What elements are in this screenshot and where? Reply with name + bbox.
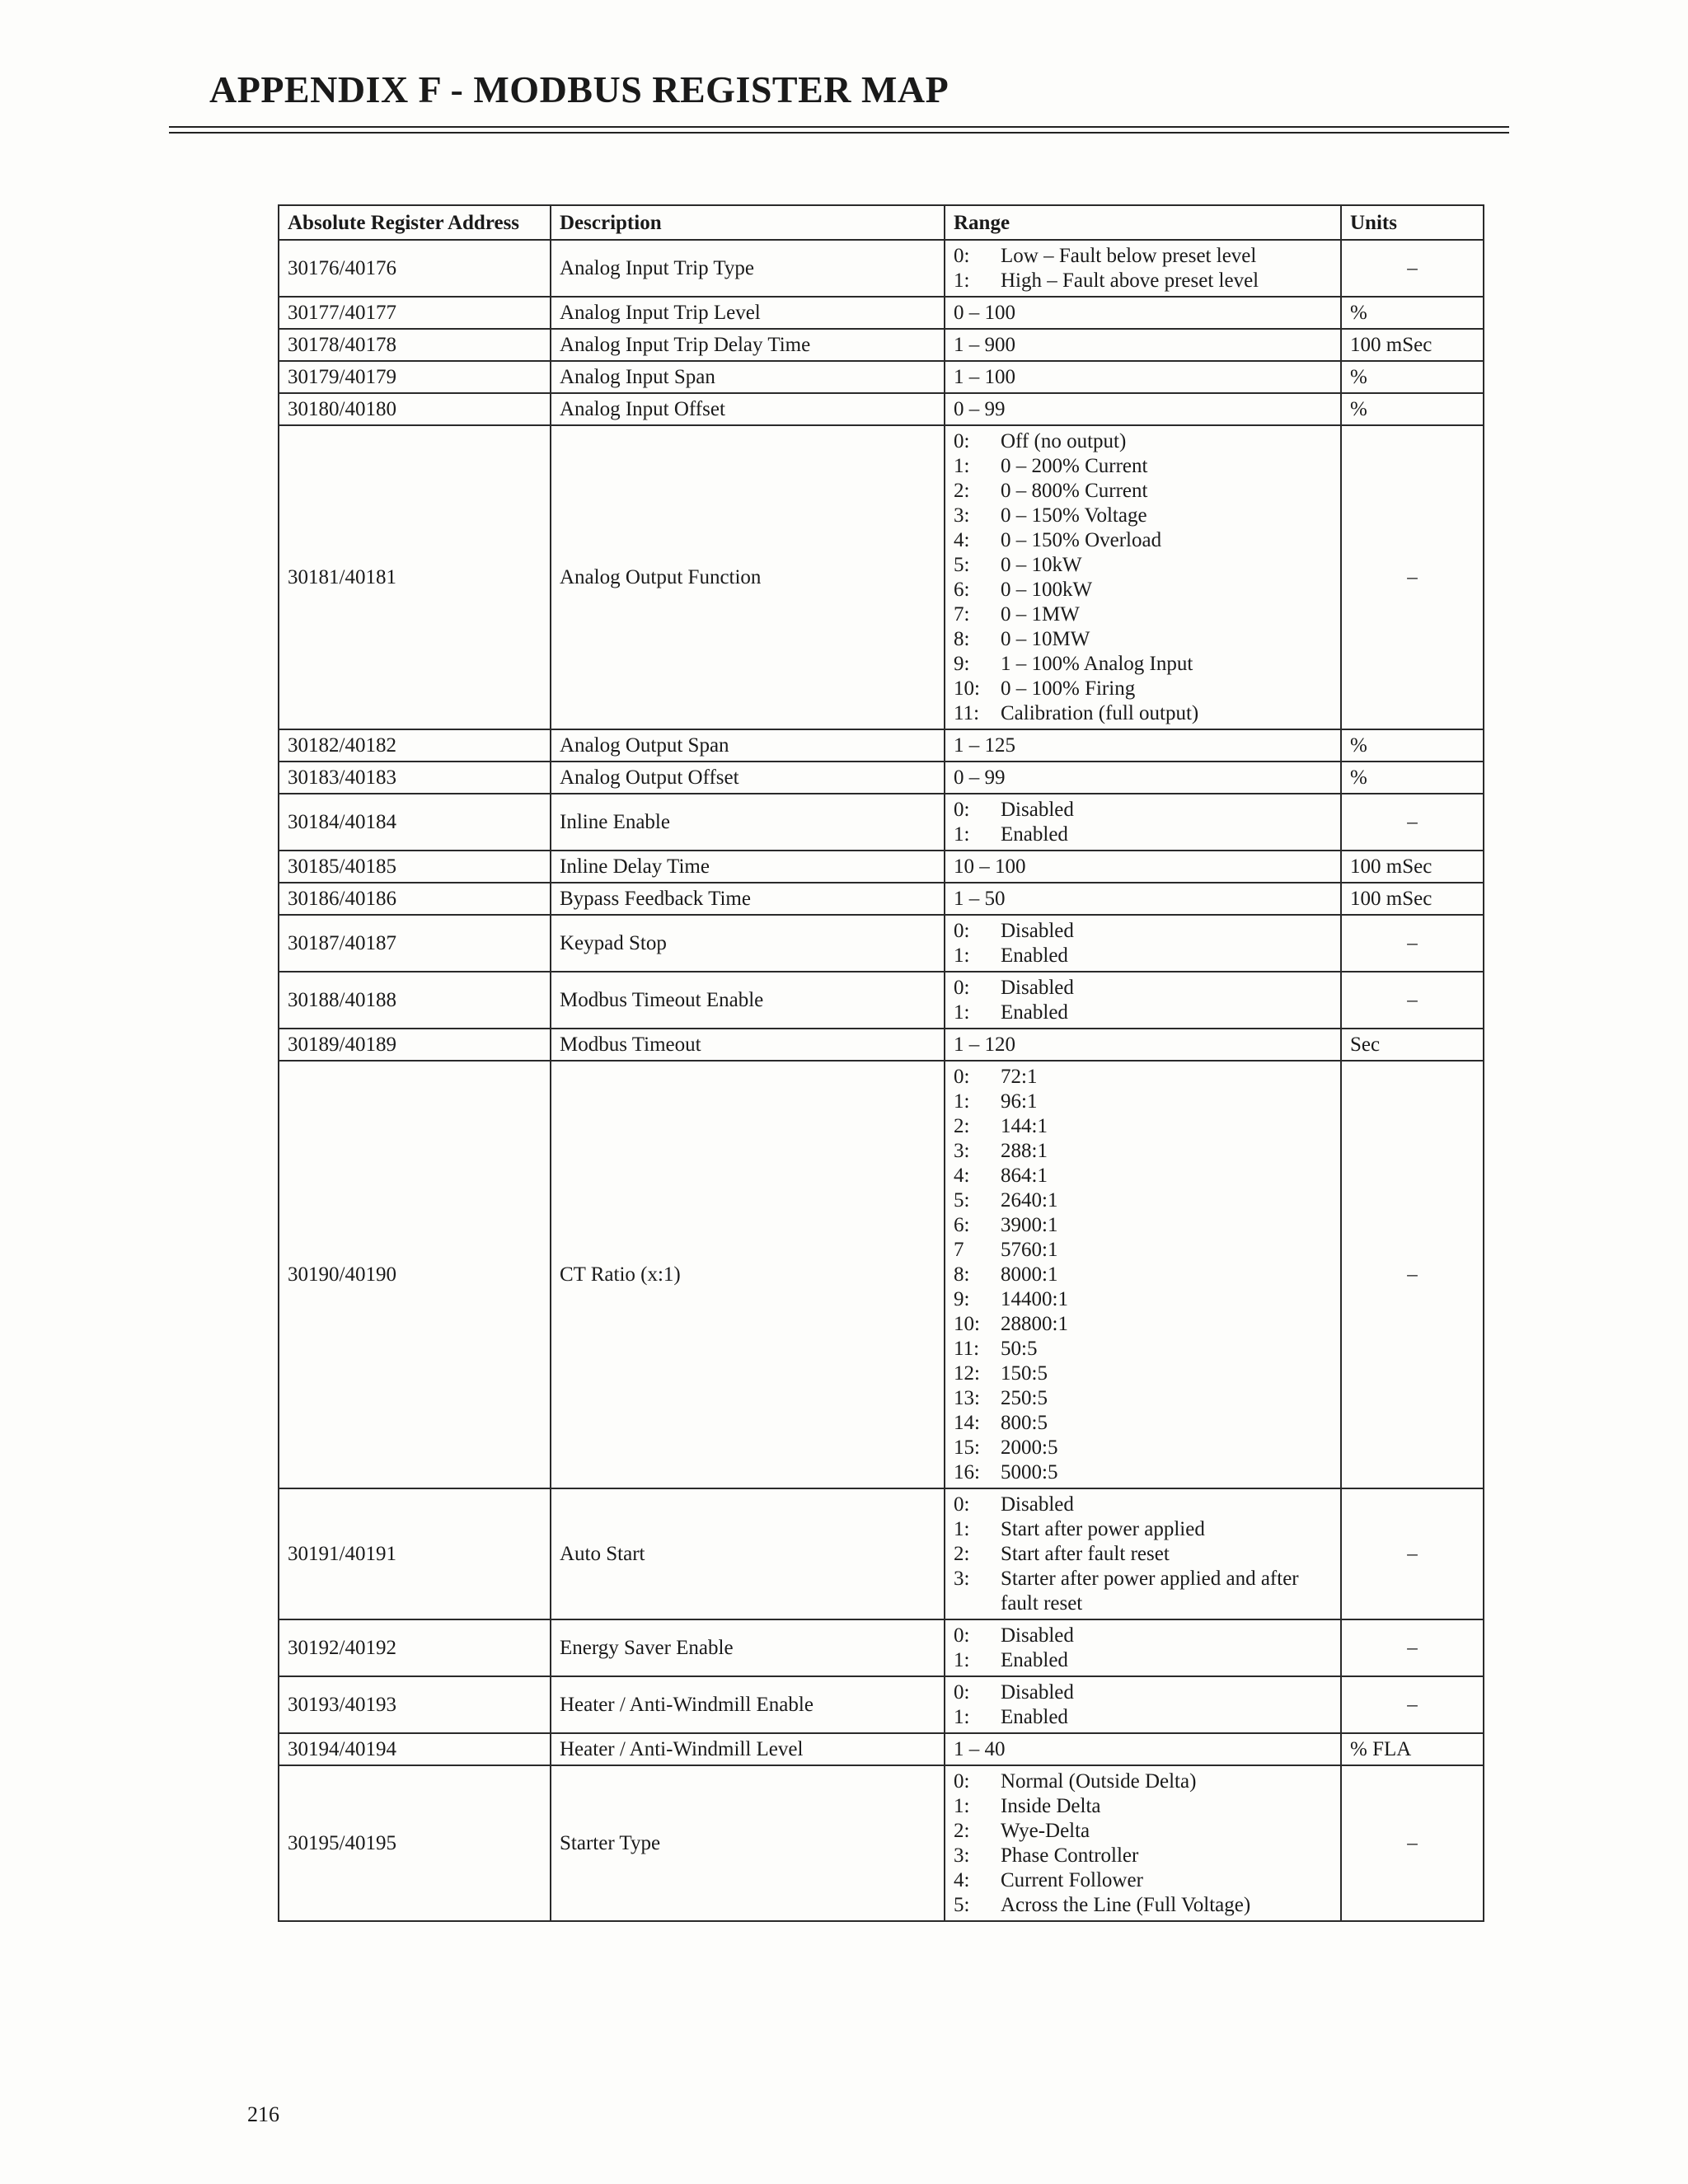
range-option-code: 1: (954, 1001, 970, 1024)
range-option (954, 1624, 1332, 1648)
range-option-label: Starter after power applied and after fault reset (1001, 1568, 1299, 1615)
register-description: Modbus Timeout Enable (551, 972, 945, 1029)
table-row (279, 851, 1484, 883)
register-address: 30188/40188 (279, 972, 551, 1029)
range-option-code: 0: (954, 245, 970, 267)
range-option-code: 0: (954, 430, 970, 452)
table-row (279, 393, 1484, 425)
table-row (279, 329, 1484, 361)
range-option (954, 976, 1332, 1001)
range-option (954, 1164, 1332, 1188)
register-range: 1 – 40 (945, 1733, 1341, 1765)
range-option (954, 944, 1332, 968)
register-units: – (1341, 1765, 1484, 1921)
range-option-code: 5: (954, 1894, 970, 1916)
range-option-label: Low – Fault below preset level (1001, 245, 1257, 267)
range-option (954, 1769, 1332, 1794)
register-range: 1 – 50 (945, 883, 1341, 915)
register-range (945, 1619, 1341, 1676)
register-address: 30183/40183 (279, 762, 551, 794)
range-option (954, 269, 1332, 293)
range-option-code: 4: (954, 529, 970, 551)
register-address: 30177/40177 (279, 297, 551, 329)
range-option-code: 1: (954, 1090, 970, 1113)
range-option-code: 11: (954, 1338, 980, 1360)
register-range: 1 – 100 (945, 361, 1341, 393)
table-body (279, 240, 1484, 1921)
range-option-code: 4: (954, 1869, 970, 1891)
register-range (945, 1488, 1341, 1619)
range-option-label: Normal (Outside Delta) (1001, 1770, 1197, 1793)
range-option (954, 1386, 1332, 1411)
range-option-label: Disabled (1001, 1493, 1074, 1516)
range-option (954, 479, 1332, 504)
range-option-label: 28800:1 (1001, 1313, 1068, 1335)
register-units: % (1341, 762, 1484, 794)
range-option-label: 5760:1 (1001, 1239, 1058, 1261)
register-units: – (1341, 1619, 1484, 1676)
range-option (954, 578, 1332, 602)
register-address: 30181/40181 (279, 425, 551, 729)
range-option (954, 823, 1332, 847)
range-option-code: 1: (954, 1518, 970, 1540)
range-option-code: 0: (954, 1624, 970, 1647)
range-option (954, 1411, 1332, 1436)
register-description: Analog Input Span (551, 361, 945, 393)
register-units: 100 mSec (1341, 329, 1484, 361)
register-units: 100 mSec (1341, 851, 1484, 883)
register-description: Modbus Timeout (551, 1029, 945, 1061)
register-description: Analog Output Function (551, 425, 945, 729)
range-option-label: 14400:1 (1001, 1288, 1068, 1310)
range-option (954, 454, 1332, 479)
register-units: – (1341, 794, 1484, 851)
range-option-label: 144:1 (1001, 1115, 1048, 1137)
range-option (954, 1188, 1332, 1213)
range-option-code: 0: (954, 1681, 970, 1704)
register-description: Analog Output Span (551, 729, 945, 762)
range-option-code: 1: (954, 944, 970, 967)
table-row (279, 1029, 1484, 1061)
range-option (954, 553, 1332, 578)
range-option-label: Wye-Delta (1001, 1820, 1090, 1842)
range-option (954, 798, 1332, 823)
register-address: 30189/40189 (279, 1029, 551, 1061)
range-option-label: 96:1 (1001, 1090, 1038, 1113)
header-rule-top (169, 126, 1509, 128)
register-units: % (1341, 729, 1484, 762)
range-option-label: Disabled (1001, 1624, 1074, 1647)
range-option-code: 6: (954, 1214, 970, 1236)
range-option (954, 1337, 1332, 1361)
register-range: 10 – 100 (945, 851, 1341, 883)
register-units: – (1341, 1488, 1484, 1619)
table-row (279, 729, 1484, 762)
register-description: Inline Delay Time (551, 851, 945, 883)
register-address: 30176/40176 (279, 240, 551, 297)
range-option-label: Enabled (1001, 944, 1068, 967)
register-description: Energy Saver Enable (551, 1619, 945, 1676)
range-option-label: Enabled (1001, 1001, 1068, 1024)
range-option (954, 528, 1332, 553)
register-description: Analog Input Trip Delay Time (551, 329, 945, 361)
register-units: % FLA (1341, 1733, 1484, 1765)
range-option-code: 1: (954, 1795, 970, 1817)
range-option (954, 1213, 1332, 1238)
range-option-label: 150:5 (1001, 1362, 1048, 1385)
table-row (279, 297, 1484, 329)
column-header-units: Units (1341, 205, 1484, 240)
range-option (954, 1819, 1332, 1844)
register-address: 30192/40192 (279, 1619, 551, 1676)
register-address: 30180/40180 (279, 393, 551, 425)
page-title: APPENDIX F - MODBUS REGISTER MAP (209, 68, 950, 110)
register-address: 30191/40191 (279, 1488, 551, 1619)
register-address: 30185/40185 (279, 851, 551, 883)
range-option-code: 0: (954, 920, 970, 942)
range-option-code: 8: (954, 628, 970, 650)
column-header-description: Description (551, 205, 945, 240)
range-option (954, 244, 1332, 269)
range-option-label: Enabled (1001, 1649, 1068, 1671)
range-option-code: 14: (954, 1412, 980, 1434)
range-option-label: Across the Line (Full Voltage) (1001, 1894, 1251, 1916)
range-option-label: 800:5 (1001, 1412, 1048, 1434)
range-option-code: 15: (954, 1436, 980, 1459)
register-description: Analog Input Trip Type (551, 240, 945, 297)
range-option-label: 0 – 100% Firing (1001, 677, 1136, 700)
range-option-code: 10: (954, 1313, 980, 1335)
range-option-code: 1: (954, 1649, 970, 1671)
range-option-label: Disabled (1001, 799, 1074, 821)
register-map-table (278, 204, 1484, 1922)
range-option-label: 288:1 (1001, 1140, 1048, 1162)
range-option (954, 652, 1332, 677)
register-address: 30187/40187 (279, 915, 551, 972)
register-units: – (1341, 915, 1484, 972)
register-address: 30193/40193 (279, 1676, 551, 1733)
range-option-label: Phase Controller (1001, 1844, 1139, 1867)
range-option-code: 5: (954, 1189, 970, 1212)
range-option (954, 627, 1332, 652)
register-address: 30194/40194 (279, 1733, 551, 1765)
range-option (954, 1868, 1332, 1893)
range-option-code: 4: (954, 1165, 970, 1187)
range-option-code: 0: (954, 799, 970, 821)
register-range (945, 1061, 1341, 1488)
range-option-label: 2640:1 (1001, 1189, 1058, 1212)
register-description: Analog Output Offset (551, 762, 945, 794)
range-option-label: 0 – 150% Voltage (1001, 504, 1147, 527)
range-option-label: 0 – 1MW (1001, 603, 1080, 626)
register-description: Heater / Anti-Windmill Enable (551, 1676, 945, 1733)
range-option (954, 1090, 1332, 1114)
range-option-code: 6: (954, 579, 970, 601)
range-option (954, 1648, 1332, 1673)
range-option-code: 2: (954, 1115, 970, 1137)
range-option-label: 0 – 200% Current (1001, 455, 1148, 477)
range-option (954, 1794, 1332, 1819)
range-option-code: 1: (954, 269, 970, 292)
column-header-range: Range (945, 205, 1341, 240)
range-option (954, 1238, 1332, 1263)
register-address: 30179/40179 (279, 361, 551, 393)
range-option (954, 429, 1332, 454)
range-option-label: Inside Delta (1001, 1795, 1101, 1817)
range-option (954, 602, 1332, 627)
register-address: 30178/40178 (279, 329, 551, 361)
register-units: % (1341, 361, 1484, 393)
range-option-code: 3: (954, 1844, 970, 1867)
range-option (954, 677, 1332, 701)
table-row (279, 1488, 1484, 1619)
range-option (954, 919, 1332, 944)
range-option (954, 1312, 1332, 1337)
register-description: Auto Start (551, 1488, 945, 1619)
table-row (279, 1619, 1484, 1676)
range-option-label: Start after fault reset (1001, 1543, 1170, 1565)
range-option-code: 8: (954, 1263, 970, 1286)
range-option-label: 0 – 10MW (1001, 628, 1090, 650)
range-option-code: 3: (954, 1140, 970, 1162)
register-range: 1 – 900 (945, 329, 1341, 361)
register-range: 0 – 99 (945, 762, 1341, 794)
range-option-code: 5: (954, 554, 970, 576)
header-rule-bottom (169, 132, 1509, 134)
range-option-label: Off (no output) (1001, 430, 1127, 452)
range-option-label: 72:1 (1001, 1066, 1038, 1088)
register-range: 1 – 120 (945, 1029, 1341, 1061)
table-row (279, 1733, 1484, 1765)
table-row (279, 361, 1484, 393)
table-row (279, 1765, 1484, 1921)
range-option-label: 1 – 100% Analog Input (1001, 653, 1193, 675)
register-units: Sec (1341, 1029, 1484, 1061)
range-option-label: Disabled (1001, 977, 1074, 999)
table-row (279, 425, 1484, 729)
range-option (954, 1893, 1332, 1918)
range-option (954, 701, 1332, 726)
range-option-code: 2: (954, 480, 970, 502)
range-option-label: Calibration (full output) (1001, 702, 1199, 724)
register-description: Analog Input Offset (551, 393, 945, 425)
range-option-code: 7: (954, 603, 970, 626)
table-row (279, 762, 1484, 794)
column-header-address: Absolute Register Address (279, 205, 551, 240)
register-range (945, 794, 1341, 851)
range-option-label: 0 – 800% Current (1001, 480, 1148, 502)
range-option (954, 1065, 1332, 1090)
register-description: Analog Input Trip Level (551, 297, 945, 329)
range-option-code: 10: (954, 677, 980, 700)
range-option (954, 1139, 1332, 1164)
register-range (945, 1676, 1341, 1733)
range-option-code: 0: (954, 1493, 970, 1516)
range-option-code: 16: (954, 1461, 980, 1483)
range-option-code: 11: (954, 702, 980, 724)
register-address: 30195/40195 (279, 1765, 551, 1921)
range-option-label: Disabled (1001, 920, 1074, 942)
register-range: 0 – 100 (945, 297, 1341, 329)
range-option-code: 2: (954, 1543, 970, 1565)
register-units: % (1341, 297, 1484, 329)
register-range (945, 915, 1341, 972)
range-option-code: 0: (954, 977, 970, 999)
range-option-code: 1: (954, 455, 970, 477)
range-option-code: 3: (954, 1568, 970, 1590)
range-option-code: 13: (954, 1387, 980, 1409)
register-units: % (1341, 393, 1484, 425)
register-address: 30182/40182 (279, 729, 551, 762)
range-option-label: 250:5 (1001, 1387, 1048, 1409)
range-option-label: 0 – 100kW (1001, 579, 1093, 601)
table-row (279, 794, 1484, 851)
register-units: 100 mSec (1341, 883, 1484, 915)
register-description: Heater / Anti-Windmill Level (551, 1733, 945, 1765)
range-option-label: Enabled (1001, 823, 1068, 846)
range-option-label: High – Fault above preset level (1001, 269, 1259, 292)
page-number: 216 (247, 2102, 279, 2126)
register-description: Inline Enable (551, 794, 945, 851)
range-option-code: 12: (954, 1362, 980, 1385)
register-description: Keypad Stop (551, 915, 945, 972)
range-option (954, 1542, 1332, 1567)
register-range (945, 240, 1341, 297)
range-option-code: 3: (954, 504, 970, 527)
range-option-label: Start after power applied (1001, 1518, 1205, 1540)
range-option (954, 1517, 1332, 1542)
range-option (954, 1287, 1332, 1312)
register-range (945, 425, 1341, 729)
table-row (279, 915, 1484, 972)
range-option-code: 7 (954, 1239, 964, 1261)
register-address: 30186/40186 (279, 883, 551, 915)
range-option (954, 1460, 1332, 1485)
range-option (954, 1844, 1332, 1868)
range-option (954, 1436, 1332, 1460)
register-units: – (1341, 1676, 1484, 1733)
range-option (954, 504, 1332, 528)
range-option-label: 5000:5 (1001, 1461, 1058, 1483)
table-row (279, 240, 1484, 297)
range-option (954, 1567, 1332, 1616)
range-option (954, 1001, 1332, 1025)
register-units: – (1341, 972, 1484, 1029)
range-option-label: 3900:1 (1001, 1214, 1058, 1236)
range-option-code: 1: (954, 823, 970, 846)
range-option-label: Current Follower (1001, 1869, 1143, 1891)
register-range: 0 – 99 (945, 393, 1341, 425)
register-range (945, 972, 1341, 1029)
range-option-code: 0: (954, 1770, 970, 1793)
range-option-code: 9: (954, 1288, 970, 1310)
range-option (954, 1263, 1332, 1287)
table-row (279, 1676, 1484, 1733)
table-row (279, 972, 1484, 1029)
register-range: 1 – 125 (945, 729, 1341, 762)
range-option-code: 9: (954, 653, 970, 675)
range-option-label: 2000:5 (1001, 1436, 1058, 1459)
range-option-label: 864:1 (1001, 1165, 1048, 1187)
range-option (954, 1361, 1332, 1386)
register-units: – (1341, 1061, 1484, 1488)
range-option-label: Enabled (1001, 1706, 1068, 1728)
register-address: 30184/40184 (279, 794, 551, 851)
table-row (279, 883, 1484, 915)
range-option (954, 1493, 1332, 1517)
range-option (954, 1680, 1332, 1705)
range-option-label: Disabled (1001, 1681, 1074, 1704)
range-option-label: 8000:1 (1001, 1263, 1058, 1286)
register-address: 30190/40190 (279, 1061, 551, 1488)
register-range (945, 1765, 1341, 1921)
range-option-label: 0 – 150% Overload (1001, 529, 1162, 551)
register-description: CT Ratio (x:1) (551, 1061, 945, 1488)
range-option (954, 1705, 1332, 1730)
table-header-row (279, 205, 1484, 240)
range-option-label: 0 – 10kW (1001, 554, 1082, 576)
register-units: – (1341, 425, 1484, 729)
range-option-code: 1: (954, 1706, 970, 1728)
range-option-code: 2: (954, 1820, 970, 1842)
register-description: Starter Type (551, 1765, 945, 1921)
range-option-code: 0: (954, 1066, 970, 1088)
register-units: – (1341, 240, 1484, 297)
range-option-label: 50:5 (1001, 1338, 1038, 1360)
range-option (954, 1114, 1332, 1139)
register-description: Bypass Feedback Time (551, 883, 945, 915)
table-row (279, 1061, 1484, 1488)
